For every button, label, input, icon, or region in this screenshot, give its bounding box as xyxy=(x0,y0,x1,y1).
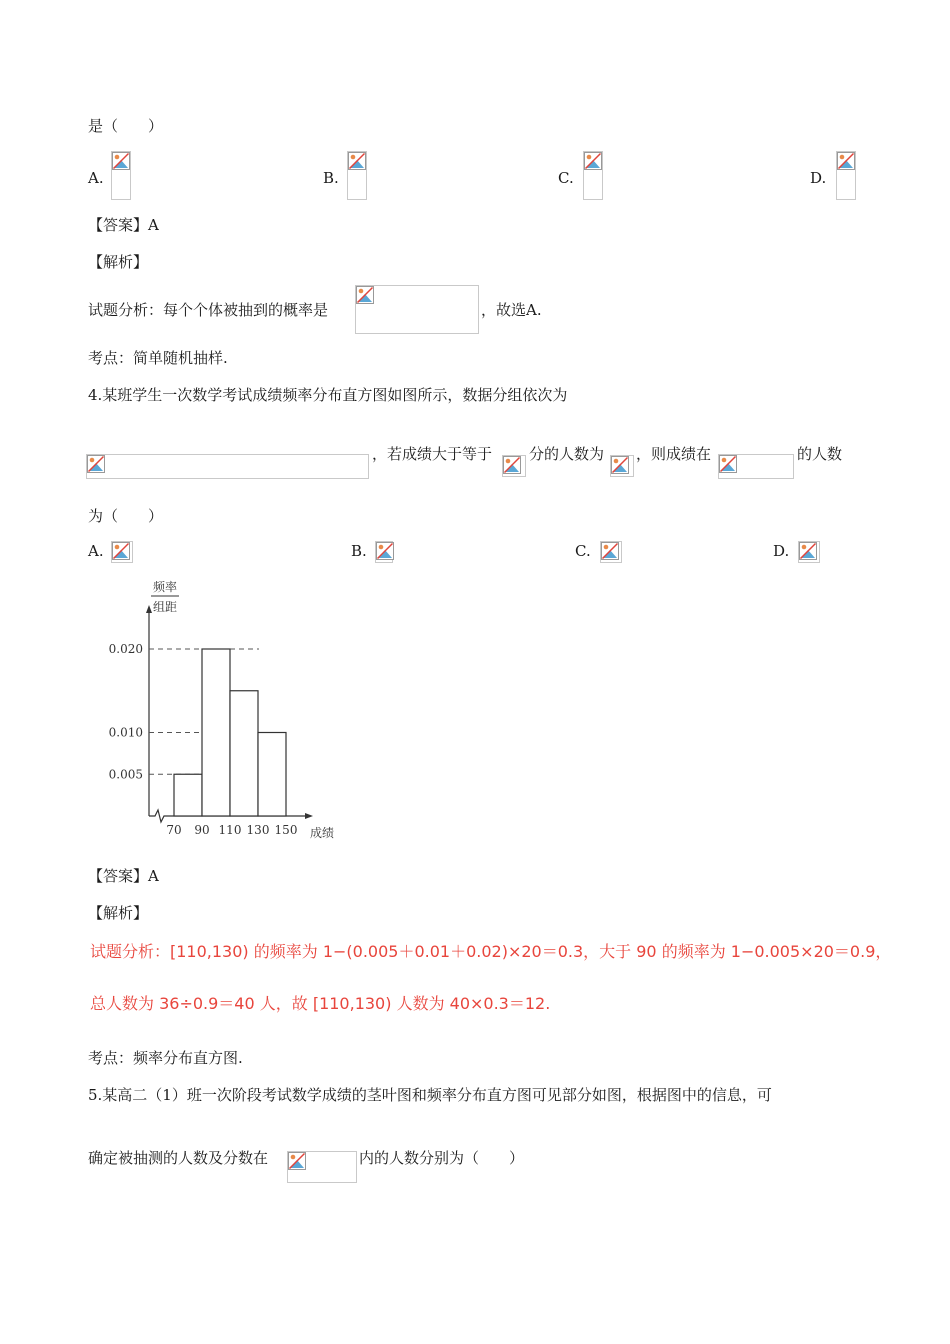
broken-image-icon xyxy=(503,456,521,474)
q3-option-d-image xyxy=(836,151,856,200)
broken-image-icon xyxy=(288,1152,306,1170)
q3-option-b-label: B. xyxy=(323,169,339,187)
x-tick-label-1: 90 xyxy=(194,823,210,837)
broken-image-icon xyxy=(837,152,855,170)
broken-image-icon xyxy=(87,455,105,473)
q3-option-a-label: A. xyxy=(88,169,104,187)
q3-analysis-heading: 【解析】 xyxy=(88,253,149,271)
q4-option-d-image xyxy=(798,541,820,563)
q4-count-image xyxy=(610,455,634,477)
q3-answer: 【答案】A xyxy=(88,216,159,234)
broken-image-icon xyxy=(376,542,394,560)
q5-stem-line2-suffix: 内的人数分别为（ ） xyxy=(359,1149,525,1167)
histogram-bar-0 xyxy=(174,774,202,816)
broken-image-icon xyxy=(799,542,817,560)
q4-stem-line1: 4.某班学生一次数学考试成绩频率分布直方图如图所示，数据分组依次为 xyxy=(88,386,568,404)
broken-image-icon xyxy=(356,286,374,304)
histogram-bar-3 xyxy=(258,733,286,817)
q4-option-c-label: C. xyxy=(575,542,591,560)
q4-option-c-image xyxy=(600,541,622,563)
frequency-histogram xyxy=(95,575,355,845)
q4-option-a-label: A. xyxy=(88,542,104,560)
x-tick-label-3: 130 xyxy=(246,823,270,837)
y-tick-label-0: 0.005 xyxy=(108,767,143,782)
q3-option-d-label: D. xyxy=(810,169,827,187)
q3-option-c-image xyxy=(583,151,603,200)
q3-stem-tail: 是（ ） xyxy=(88,117,164,135)
y-tick-label-1: 0.010 xyxy=(108,725,143,740)
q4-analysis-heading: 【解析】 xyxy=(88,904,149,922)
y-tick-label-2: 0.020 xyxy=(108,642,143,656)
x-tick-label-0: 70 xyxy=(166,823,182,837)
q4-solution-line1: 试题分析：[110,130) 的频率为 1−(0.005＋0.01＋0.02)×20＝0.3，大于 90 的频率为 1−0.005×20＝0.9， xyxy=(90,942,892,961)
q5-stem-line2-prefix: 确定被抽测的人数及分数在 xyxy=(88,1149,269,1167)
q3-option-c-label: C. xyxy=(558,169,574,187)
x-tick-label-4: 150 xyxy=(274,823,298,837)
q4-score-threshold-image xyxy=(502,455,526,477)
q3-probability-formula-image xyxy=(355,285,479,334)
y-label-top: 频率 xyxy=(152,580,178,594)
x-axis-label: 成绩 xyxy=(309,826,335,840)
y-label-bottom: 组距 xyxy=(152,600,178,614)
broken-image-icon xyxy=(601,542,619,560)
q4-option-b-label: B. xyxy=(351,542,367,560)
q4-solution-line2: 总人数为 36÷0.9＝40 人，故 [110,130) 人数为 40×0.3＝12. xyxy=(90,994,551,1013)
q3-analysis-suffix: ，故选A. xyxy=(481,301,542,319)
broken-image-icon xyxy=(112,152,130,170)
q5-stem-line1: 5.某高二（1）班一次阶段考试数学成绩的茎叶图和频率分布直方图可见部分如图，根据图中的信息，可 xyxy=(88,1086,772,1104)
q4-groups-formula-image xyxy=(86,454,369,479)
x-tick-label-2: 110 xyxy=(218,823,242,837)
q3-option-a-image xyxy=(111,151,131,200)
q4-answer: 【答案】A xyxy=(88,867,159,885)
q4-option-b-image xyxy=(375,541,393,563)
broken-image-icon xyxy=(348,152,366,170)
q4-interval-image xyxy=(718,454,794,479)
histogram-bar-2 xyxy=(230,691,258,816)
q4-option-a-image xyxy=(111,541,133,563)
q4-option-d-label: D. xyxy=(773,542,790,560)
q4-stem-seg2: 分的人数为 xyxy=(529,445,605,463)
q4-stem-seg1: ，若成绩大于等于 xyxy=(372,445,493,463)
q3-option-b-image xyxy=(347,151,367,200)
y-axis-arrow xyxy=(146,605,152,613)
x-axis-arrow xyxy=(305,813,313,819)
q3-kaodian: 考点：简单随机抽样. xyxy=(88,349,228,367)
q4-kaodian: 考点：频率分布直方图. xyxy=(88,1049,243,1067)
broken-image-icon xyxy=(611,456,629,474)
q4-stem-seg3: ，则成绩在 xyxy=(636,445,712,463)
q3-analysis-prefix: 试题分析：每个个体被抽到的概率是 xyxy=(88,301,329,319)
q4-stem-seg4: 的人数 xyxy=(797,445,843,463)
broken-image-icon xyxy=(719,455,737,473)
broken-image-icon xyxy=(584,152,602,170)
histogram-bar-1 xyxy=(202,649,230,816)
q4-stem-line3: 为（ ） xyxy=(88,507,164,525)
q5-interval-image xyxy=(287,1151,357,1183)
broken-image-icon xyxy=(112,542,130,560)
